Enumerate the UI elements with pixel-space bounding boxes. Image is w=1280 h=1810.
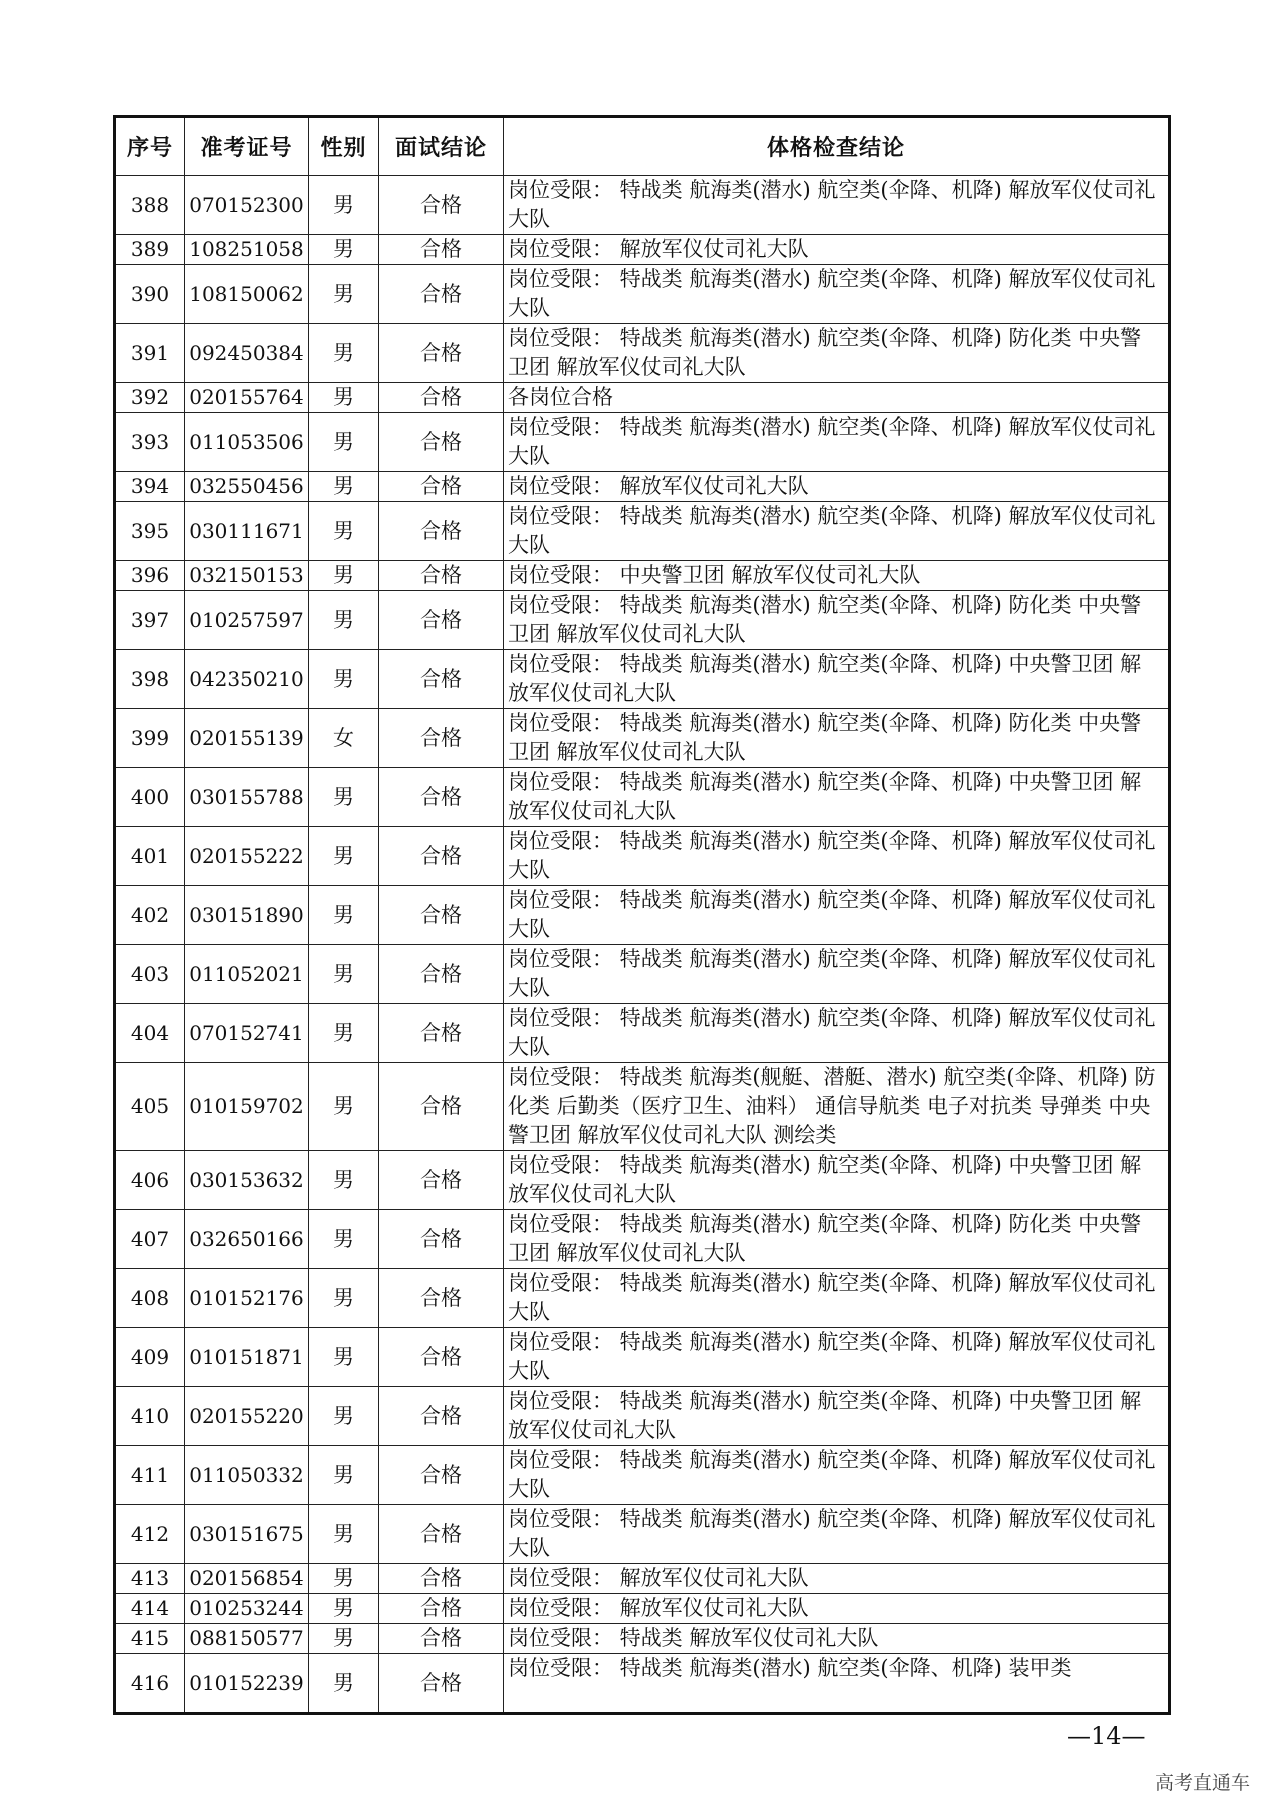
cell-interview-result: 合格 [379, 1063, 504, 1151]
table-row [115, 709, 1170, 768]
cell-interview-result: 合格 [379, 1654, 504, 1714]
cell-interview-result: 合格 [379, 176, 504, 235]
cell-admission-ticket: 010152176 [185, 1269, 309, 1328]
cell-interview-result: 合格 [379, 1328, 504, 1387]
cell-gender: 男 [309, 768, 379, 827]
cell-gender: 男 [309, 1328, 379, 1387]
cell-admission-ticket: 020155222 [185, 827, 309, 886]
cell-gender: 男 [309, 1594, 379, 1624]
cell-gender: 男 [309, 650, 379, 709]
cell-serial-number: 412 [115, 1505, 185, 1564]
cell-gender: 女 [309, 709, 379, 768]
cell-admission-ticket: 032650166 [185, 1210, 309, 1269]
cell-serial-number: 389 [115, 235, 185, 265]
cell-physical-exam-result: 各岗位合格 [504, 383, 1170, 413]
cell-gender: 男 [309, 1151, 379, 1210]
cell-gender: 男 [309, 561, 379, 591]
cell-admission-ticket: 020156854 [185, 1564, 309, 1594]
cell-admission-ticket: 070152300 [185, 176, 309, 235]
cell-physical-exam-result: 岗位受限： 特战类 航海类(潜水) 航空类(伞降、机降) 解放军仪仗司礼大队 [504, 827, 1170, 886]
cell-serial-number: 400 [115, 768, 185, 827]
cell-physical-exam-result: 岗位受限： 特战类 航海类(潜水) 航空类(伞降、机降) 中央警卫团 解放军仪仗司礼大队 [504, 768, 1170, 827]
cell-gender: 男 [309, 886, 379, 945]
cell-admission-ticket: 070152741 [185, 1004, 309, 1063]
cell-admission-ticket: 030153632 [185, 1151, 309, 1210]
cell-interview-result: 合格 [379, 413, 504, 472]
table-row [115, 502, 1170, 561]
cell-gender: 男 [309, 472, 379, 502]
cell-admission-ticket: 011050332 [185, 1446, 309, 1505]
cell-interview-result: 合格 [379, 591, 504, 650]
table-row [115, 1594, 1170, 1624]
table-row [115, 1151, 1170, 1210]
table-row [115, 561, 1170, 591]
cell-admission-ticket: 032150153 [185, 561, 309, 591]
cell-physical-exam-result: 岗位受限： 解放军仪仗司礼大队 [504, 235, 1170, 265]
cell-serial-number: 410 [115, 1387, 185, 1446]
cell-serial-number: 408 [115, 1269, 185, 1328]
cell-physical-exam-result: 岗位受限： 解放军仪仗司礼大队 [504, 472, 1170, 502]
cell-physical-exam-result: 岗位受限： 解放军仪仗司礼大队 [504, 1564, 1170, 1594]
table-row [115, 1505, 1170, 1564]
table-row [115, 1210, 1170, 1269]
cell-physical-exam-result: 岗位受限： 特战类 航海类(潜水) 航空类(伞降、机降) 解放军仪仗司礼大队 [504, 413, 1170, 472]
cell-admission-ticket: 030151890 [185, 886, 309, 945]
cell-serial-number: 396 [115, 561, 185, 591]
cell-gender: 男 [309, 945, 379, 1004]
cell-physical-exam-result: 岗位受限： 特战类 航海类(潜水) 航空类(伞降、机降) 中央警卫团 解放军仪仗司礼大队 [504, 1151, 1170, 1210]
table-row [115, 1328, 1170, 1387]
cell-gender: 男 [309, 1446, 379, 1505]
cell-physical-exam-result: 岗位受限： 解放军仪仗司礼大队 [504, 1594, 1170, 1624]
cell-admission-ticket: 010159702 [185, 1063, 309, 1151]
cell-physical-exam-result: 岗位受限： 特战类 航海类(潜水) 航空类(伞降、机降) 解放军仪仗司礼大队 [504, 1328, 1170, 1387]
cell-serial-number: 416 [115, 1654, 185, 1714]
cell-physical-exam-result: 岗位受限： 特战类 解放军仪仗司礼大队 [504, 1624, 1170, 1654]
cell-admission-ticket: 010151871 [185, 1328, 309, 1387]
table-row [115, 827, 1170, 886]
cell-physical-exam-result: 岗位受限： 特战类 航海类(潜水) 航空类(伞降、机降) 解放军仪仗司礼大队 [504, 1505, 1170, 1564]
cell-admission-ticket: 011052021 [185, 945, 309, 1004]
table-row [115, 383, 1170, 413]
header-physical-exam-result: 体格检查结论 [504, 117, 1170, 176]
cell-interview-result: 合格 [379, 1505, 504, 1564]
cell-serial-number: 414 [115, 1594, 185, 1624]
cell-gender: 男 [309, 1269, 379, 1328]
exam-results-table [113, 115, 1171, 1715]
cell-admission-ticket: 010253244 [185, 1594, 309, 1624]
cell-interview-result: 合格 [379, 1210, 504, 1269]
cell-interview-result: 合格 [379, 1387, 504, 1446]
table-row [115, 265, 1170, 324]
header-interview-result: 面试结论 [379, 117, 504, 176]
table-row [115, 176, 1170, 235]
cell-interview-result: 合格 [379, 886, 504, 945]
cell-admission-ticket: 020155764 [185, 383, 309, 413]
cell-gender: 男 [309, 827, 379, 886]
cell-admission-ticket: 011053506 [185, 413, 309, 472]
table-row [115, 1387, 1170, 1446]
cell-interview-result: 合格 [379, 265, 504, 324]
cell-gender: 男 [309, 1624, 379, 1654]
cell-physical-exam-result: 岗位受限： 特战类 航海类(潜水) 航空类(伞降、机降) 解放军仪仗司礼大队 [504, 502, 1170, 561]
cell-interview-result: 合格 [379, 650, 504, 709]
table-row [115, 945, 1170, 1004]
table-row [115, 886, 1170, 945]
cell-serial-number: 398 [115, 650, 185, 709]
header-admission-ticket: 准考证号 [185, 117, 309, 176]
cell-admission-ticket: 042350210 [185, 650, 309, 709]
cell-physical-exam-result: 岗位受限： 特战类 航海类(潜水) 航空类(伞降、机降) 防化类 中央警卫团 解放军仪仗司礼大队 [504, 324, 1170, 383]
cell-interview-result: 合格 [379, 1269, 504, 1328]
cell-admission-ticket: 088150577 [185, 1624, 309, 1654]
cell-admission-ticket: 020155139 [185, 709, 309, 768]
cell-interview-result: 合格 [379, 561, 504, 591]
header-gender: 性别 [309, 117, 379, 176]
cell-gender: 男 [309, 502, 379, 561]
cell-interview-result: 合格 [379, 324, 504, 383]
cell-serial-number: 402 [115, 886, 185, 945]
cell-serial-number: 393 [115, 413, 185, 472]
cell-interview-result: 合格 [379, 1594, 504, 1624]
table-row [115, 650, 1170, 709]
table-row [115, 1446, 1170, 1505]
cell-serial-number: 391 [115, 324, 185, 383]
cell-physical-exam-result: 岗位受限： 特战类 航海类(潜水) 航空类(伞降、机降) 防化类 中央警卫团 解放军仪仗司礼大队 [504, 1210, 1170, 1269]
cell-serial-number: 388 [115, 176, 185, 235]
cell-physical-exam-result: 岗位受限： 特战类 航海类(潜水) 航空类(伞降、机降) 解放军仪仗司礼大队 [504, 265, 1170, 324]
cell-physical-exam-result: 岗位受限： 特战类 航海类(潜水) 航空类(伞降、机降) 装甲类 [504, 1654, 1170, 1714]
table-row [115, 472, 1170, 502]
cell-physical-exam-result: 岗位受限： 特战类 航海类(潜水) 航空类(伞降、机降) 中央警卫团 解放军仪仗司礼大队 [504, 650, 1170, 709]
cell-interview-result: 合格 [379, 1446, 504, 1505]
cell-serial-number: 415 [115, 1624, 185, 1654]
cell-interview-result: 合格 [379, 235, 504, 265]
cell-serial-number: 395 [115, 502, 185, 561]
cell-gender: 男 [309, 265, 379, 324]
table-row [115, 1624, 1170, 1654]
cell-serial-number: 401 [115, 827, 185, 886]
cell-admission-ticket: 032550456 [185, 472, 309, 502]
table-row [115, 413, 1170, 472]
cell-serial-number: 409 [115, 1328, 185, 1387]
cell-serial-number: 403 [115, 945, 185, 1004]
cell-serial-number: 392 [115, 383, 185, 413]
cell-gender: 男 [309, 1505, 379, 1564]
cell-interview-result: 合格 [379, 1564, 504, 1594]
cell-admission-ticket: 108251058 [185, 235, 309, 265]
cell-physical-exam-result: 岗位受限： 特战类 航海类(舰艇、潜艇、潜水) 航空类(伞降、机降) 防化类 后勤类（医疗卫生、油料） 通信导航类 电子对抗类 导弹类 中央警卫团 解放军仪仗司礼大队 测绘类 [504, 1063, 1170, 1151]
table-body [115, 176, 1170, 1714]
cell-physical-exam-result: 岗位受限： 中央警卫团 解放军仪仗司礼大队 [504, 561, 1170, 591]
cell-physical-exam-result: 岗位受限： 特战类 航海类(潜水) 航空类(伞降、机降) 中央警卫团 解放军仪仗司礼大队 [504, 1387, 1170, 1446]
cell-admission-ticket: 010152239 [185, 1654, 309, 1714]
cell-gender: 男 [309, 383, 379, 413]
cell-gender: 男 [309, 235, 379, 265]
cell-admission-ticket: 108150062 [185, 265, 309, 324]
cell-interview-result: 合格 [379, 472, 504, 502]
cell-serial-number: 404 [115, 1004, 185, 1063]
cell-interview-result: 合格 [379, 1004, 504, 1063]
cell-serial-number: 397 [115, 591, 185, 650]
cell-gender: 男 [309, 413, 379, 472]
table-row [115, 591, 1170, 650]
cell-physical-exam-result: 岗位受限： 特战类 航海类(潜水) 航空类(伞降、机降) 解放军仪仗司礼大队 [504, 1004, 1170, 1063]
table-row [115, 324, 1170, 383]
cell-interview-result: 合格 [379, 1151, 504, 1210]
cell-interview-result: 合格 [379, 945, 504, 1004]
cell-physical-exam-result: 岗位受限： 特战类 航海类(潜水) 航空类(伞降、机降) 防化类 中央警卫团 解放军仪仗司礼大队 [504, 591, 1170, 650]
cell-serial-number: 390 [115, 265, 185, 324]
cell-interview-result: 合格 [379, 383, 504, 413]
cell-interview-result: 合格 [379, 827, 504, 886]
cell-gender: 男 [309, 1654, 379, 1714]
cell-admission-ticket: 010257597 [185, 591, 309, 650]
cell-admission-ticket: 030155788 [185, 768, 309, 827]
cell-gender: 男 [309, 176, 379, 235]
cell-admission-ticket: 092450384 [185, 324, 309, 383]
cell-admission-ticket: 030111671 [185, 502, 309, 561]
cell-admission-ticket: 030151675 [185, 1505, 309, 1564]
cell-gender: 男 [309, 324, 379, 383]
table-row [115, 1654, 1170, 1714]
cell-gender: 男 [309, 1387, 379, 1446]
cell-serial-number: 413 [115, 1564, 185, 1594]
cell-gender: 男 [309, 1564, 379, 1594]
cell-physical-exam-result: 岗位受限： 特战类 航海类(潜水) 航空类(伞降、机降) 解放军仪仗司礼大队 [504, 1446, 1170, 1505]
table-row [115, 1063, 1170, 1151]
cell-gender: 男 [309, 1004, 379, 1063]
table-row [115, 768, 1170, 827]
cell-serial-number: 394 [115, 472, 185, 502]
cell-serial-number: 411 [115, 1446, 185, 1505]
cell-serial-number: 407 [115, 1210, 185, 1269]
table-row [115, 235, 1170, 265]
cell-admission-ticket: 020155220 [185, 1387, 309, 1446]
cell-physical-exam-result: 岗位受限： 特战类 航海类(潜水) 航空类(伞降、机降) 防化类 中央警卫团 解放军仪仗司礼大队 [504, 709, 1170, 768]
table-row [115, 1269, 1170, 1328]
page-number: —14— [1067, 1722, 1146, 1750]
table-row [115, 1564, 1170, 1594]
header-serial-number: 序号 [115, 117, 185, 176]
cell-serial-number: 399 [115, 709, 185, 768]
cell-interview-result: 合格 [379, 768, 504, 827]
cell-serial-number: 406 [115, 1151, 185, 1210]
table-row [115, 1004, 1170, 1063]
cell-gender: 男 [309, 1210, 379, 1269]
cell-gender: 男 [309, 591, 379, 650]
cell-interview-result: 合格 [379, 1624, 504, 1654]
cell-physical-exam-result: 岗位受限： 特战类 航海类(潜水) 航空类(伞降、机降) 解放军仪仗司礼大队 [504, 945, 1170, 1004]
cell-interview-result: 合格 [379, 709, 504, 768]
cell-physical-exam-result: 岗位受限： 特战类 航海类(潜水) 航空类(伞降、机降) 解放军仪仗司礼大队 [504, 176, 1170, 235]
cell-serial-number: 405 [115, 1063, 185, 1151]
watermark: 高考直通车 [1154, 1772, 1250, 1794]
cell-physical-exam-result: 岗位受限： 特战类 航海类(潜水) 航空类(伞降、机降) 解放军仪仗司礼大队 [504, 886, 1170, 945]
cell-gender: 男 [309, 1063, 379, 1151]
cell-interview-result: 合格 [379, 502, 504, 561]
cell-physical-exam-result: 岗位受限： 特战类 航海类(潜水) 航空类(伞降、机降) 解放军仪仗司礼大队 [504, 1269, 1170, 1328]
table-header-row [115, 117, 1170, 176]
